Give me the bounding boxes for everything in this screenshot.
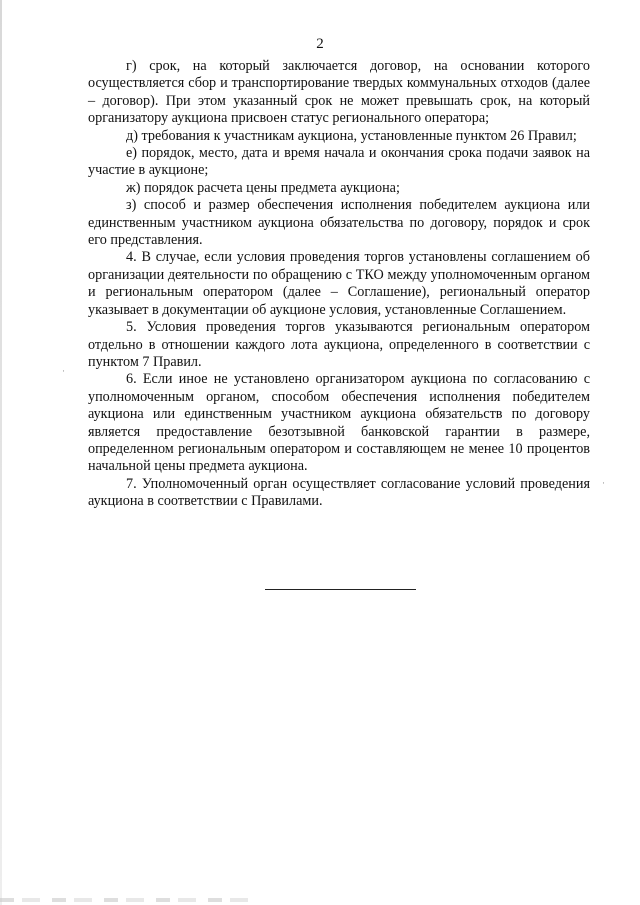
document-body: [88, 58, 590, 511]
paragraph-section-5: 5. Условия проведения торгов указываются региональным оператором отдельно в отношении каждого лота аукциона, определенного в соответствии с пунктом 7 Правил.: [88, 319, 590, 370]
paragraph-item-z: з) способ и размер обеспечения исполнения победителем аукциона или единственным участником аукциона обязательства по договору, порядок и срок его представления.: [88, 197, 590, 249]
paragraph-section-6: 6. Если иное не установлено организатором аукциона по согласованию с уполномоченным органом, способом обеспечения исполнения победителем аукциона или единственным участником аукциона обязательств по договору является предоставление безотзывной банковской гарантии в размере, определенном региональным оператором и составляющем не менее 10 процентов начальной цены предмета аукциона.: [88, 371, 590, 475]
scan-noise: [0, 898, 260, 902]
paragraph-section-4: 4. В случае, если условия проведения торгов установлены соглашением об организации деятельности по обращению с ТКО между уполномоченным органом и региональным оператором (далее – Соглашение), региональный оператор указывает в документации об аукционе условия, установленные Соглашением.: [88, 249, 590, 318]
page-number: 2: [316, 36, 324, 52]
paragraph-item-d: д) требования к участникам аукциона, установленные пунктом 26 Правил;: [126, 127, 577, 144]
paragraph-item-zh: ж) порядок расчета цены предмета аукциона;: [126, 179, 400, 196]
paragraph-item-e: е) порядок, место, дата и время начала и окончания срока подачи заявок на участие в аукционе;: [88, 145, 590, 179]
scan-edge: [0, 0, 2, 905]
paragraph-section-7: 7. Уполномоченный орган осуществляет согласование условий проведения аукциона в соответствии с Правилами.: [88, 475, 590, 510]
paragraph-item-g: г) срок, на который заключается договор, на основании которого осуществляется сбор и транспортирование твердых коммунальных отходов (далее – договор). При этом указанный срок не может превышать срок, на который организатору аукциона присвоен статус регионального оператора;: [88, 58, 590, 127]
scan-speck: ·: [62, 366, 65, 376]
scan-speck: ·: [602, 478, 605, 488]
closing-rule: [265, 589, 416, 590]
